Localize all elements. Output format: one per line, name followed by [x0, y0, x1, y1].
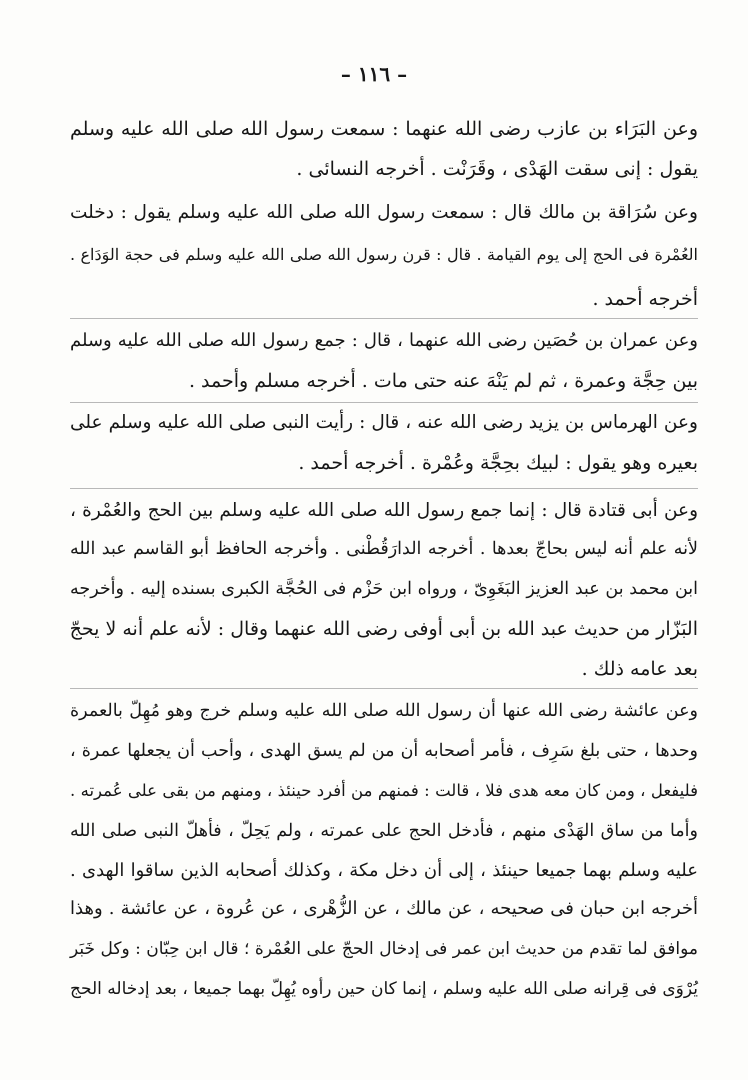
- text-line: ابن محمد بن عبد العزيز البَغَوِىّ ، ورواه ابن حَزْم فى الحُجَّة الكبرى بسنده إليه . وأخرجه: [70, 579, 698, 599]
- text-line: وعن أبى قتادة قال : إنما جمع رسول الله صلى الله عليه وسلم بين الحج والعُمْرة ،: [70, 500, 698, 521]
- page-number: – ١١٦ –: [340, 62, 408, 86]
- text-line: وعن سُرَاقة بن مالك قال : سمعت رسول الله صلى الله عليه وسلم يقول : دخلت: [70, 202, 698, 223]
- text-line: العُمْرة فى الحج إلى يوم القيامة . قال : قرن رسول الله صلى الله عليه وسلم فى حجة الوَدَاع .: [70, 245, 698, 264]
- paragraph-divider: [70, 488, 698, 489]
- text-line: يقول : إنى سقت الهَدْى ، وقَرَنْت . أخرجه النسائى .: [296, 158, 698, 180]
- paragraph-divider: [70, 318, 698, 319]
- text-line: لأنه علم أنه ليس بحاجّ بعدها . أخرجه الدارَقُطْنى . وأخرجه الحافظ أبو القاسم عبد الله: [70, 539, 698, 559]
- text-line: وعن عمران بن حُصَين رضى الله عنهما ، قال : جمع رسول الله صلى الله عليه وسلم: [70, 330, 698, 351]
- paragraph-divider: [70, 402, 698, 403]
- text-line: وعن الهرماس بن يزيد رضى الله عنه ، قال : رأيت النبى صلى الله عليه وسلم على: [70, 412, 698, 433]
- text-line: وأما من ساق الهَدْى منهم ، فأدخل الحج على عمرته ، ولم يَحِلّ ، فأهلّ النبى صلى الله: [70, 821, 698, 841]
- text-line: بعد عامه ذلك .: [581, 658, 698, 680]
- text-line: البَزّار من حديث عبد الله بن أبى أوفى رضى الله عنهما وقال : لأنه علم أنه لا يحجّ: [69, 618, 698, 640]
- text-line: وحدها ، حتى بلغ سَرِف ، فأمر أصحابه أن من لم يسق الهدى ، وأحب أن يجعلها عمرة ،: [70, 741, 698, 761]
- text-line: بين حِجَّة وعمرة ، ثم لم يَنْهَ عنه حتى مات . أخرجه مسلم وأحمد .: [188, 370, 698, 392]
- text-line: أخرجه ابن حبان فى صحيحه ، عن مالك ، عن الزُّهْرى ، عن عُروة ، عن عائشة . وهذا: [70, 898, 698, 919]
- text-line: فليفعل ، ومن كان معه هدى فلا ، قالت : فمنهم من أفرد حينئذ ، ومنهم من بقى على عُمرته .: [70, 781, 698, 800]
- paragraph-divider: [70, 688, 698, 689]
- text-line: يُرْوَى فى قِرانه صلى الله عليه وسلم ، إنما كان حين رأوه يُهِلّ بهما جميعا ، بعد إدخاله الحج: [70, 979, 698, 999]
- text-line: بعيره وهو يقول : لبيك بحِجَّة وعُمْرة . أخرجه أحمد .: [298, 452, 698, 474]
- text-line: موافق لما تقدم من حديث ابن عمر فى إدخال الحجّ على العُمْرة ؛ قال ابن حِبّان : وكل خَبَر: [70, 939, 698, 959]
- text-line: عليه وسلم بهما جميعا حينئذ ، إلى أن دخل مكة ، وكذلك أصحابه الذين ساقوا الهدى .: [70, 860, 698, 881]
- text-line: أخرجه أحمد .: [592, 288, 698, 310]
- text-line: وعن البَرَاء بن عازب رضى الله عنهما : سمعت رسول الله صلى الله عليه وسلم: [70, 118, 698, 140]
- text-line: وعن عائشة رضى الله عنها أن رسول الله صلى الله عليه وسلم خرج وهو مُهِلّ بالعمرة: [70, 701, 698, 721]
